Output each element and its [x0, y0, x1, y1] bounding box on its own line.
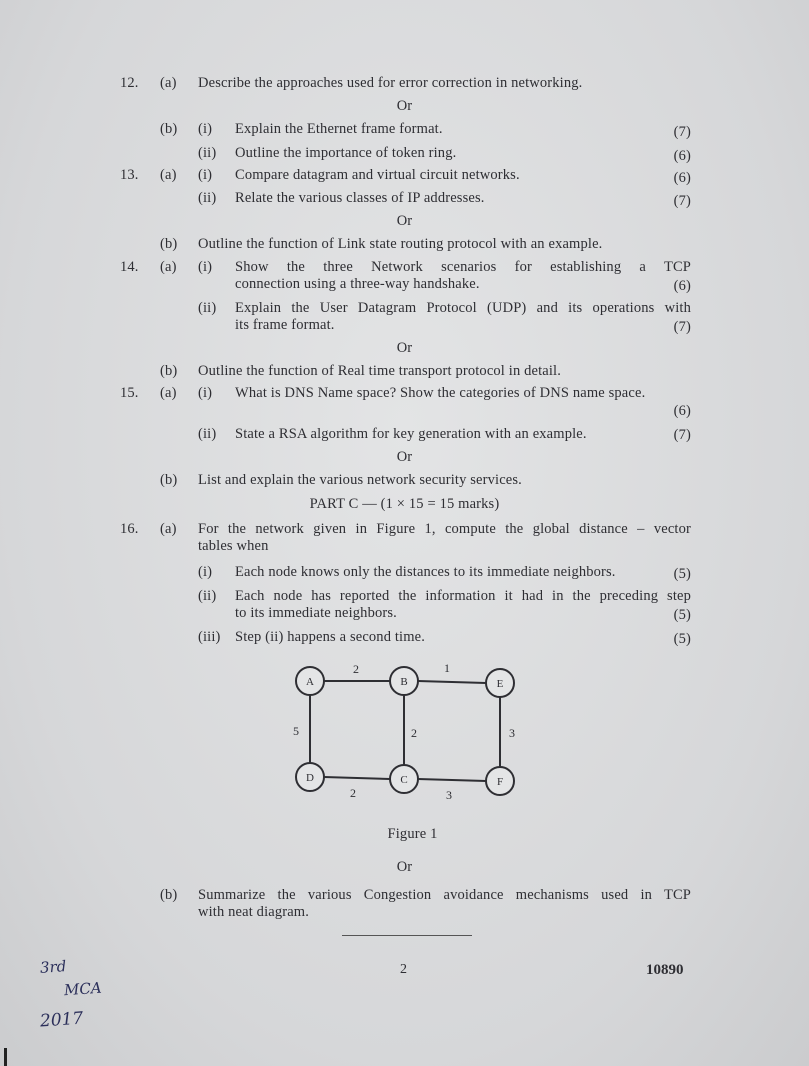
binding-mark	[4, 1048, 7, 1066]
q14-a-ii-label: (ii)	[198, 300, 217, 316]
q16-i-marks: (5)	[673, 566, 691, 582]
edge-ab-weight: 2	[353, 662, 359, 676]
q14-a-i-label: (i)	[198, 259, 213, 275]
handwriting-course: MCA	[63, 978, 103, 1000]
edge-cf	[418, 779, 486, 781]
q16-b-label: (b)	[160, 887, 178, 903]
edge-be	[418, 681, 486, 683]
q12-b-i-label: (i)	[198, 121, 213, 137]
q16-i-label: (i)	[198, 564, 213, 580]
part-c-heading: PART C — (1 × 15 = 15 marks)	[309, 496, 500, 512]
q12-b-ii-text: Outline the importance of token ring.	[235, 145, 457, 161]
q13-a-i-marks: (6)	[673, 170, 691, 186]
question-number-13: 13.	[120, 167, 139, 183]
q16-a-line2: tables when	[198, 538, 269, 554]
edge-cf-weight: 3	[446, 788, 452, 802]
q16-a-line1: For the network given in Figure 1, compute the global distance – vector	[198, 521, 691, 537]
node-c-label: C	[400, 774, 408, 786]
q16-iii-label: (iii)	[198, 629, 221, 645]
q14-b-text: Outline the function of Real time transport protocol in detail.	[198, 363, 562, 379]
q15-a-i-marks: (6)	[673, 403, 691, 419]
edge-be-weight: 1	[444, 661, 450, 675]
q16-i-text: Each node knows only the distances to its immediate neighbors.	[235, 564, 616, 580]
question-number-16: 16.	[120, 521, 139, 537]
footer-rule	[342, 935, 472, 936]
question-number-12: 12.	[120, 75, 139, 91]
node-b-label: B	[400, 676, 408, 688]
q12-b-i-text: Explain the Ethernet frame format.	[235, 121, 443, 137]
node-a-label: A	[306, 676, 314, 688]
q16-ii-marks: (5)	[673, 607, 691, 623]
question-number-15: 15.	[120, 385, 139, 401]
edge-dc	[324, 777, 390, 779]
q15-b-text: List and explain the various network security services.	[198, 472, 522, 488]
q16-iii-marks: (5)	[673, 631, 691, 647]
node-e-label: E	[496, 678, 504, 690]
q15-a-i-text: What is DNS Name space? Show the categories of DNS name space.	[235, 385, 646, 401]
q14-a-i-marks: (6)	[673, 278, 691, 294]
q12-b-label: (b)	[160, 121, 178, 137]
figure-caption: Figure 1	[387, 826, 438, 842]
q12-b-ii-marks: (6)	[673, 148, 691, 164]
handwriting-year: 2017	[39, 1008, 84, 1032]
edge-ad-weight: 5	[293, 724, 299, 738]
q16-b-line1: Summarize the various Congestion avoidance mechanisms used in TCP	[198, 887, 691, 903]
q14-a-ii-line2: its frame format.	[235, 317, 335, 333]
handwriting-semester: 3rd	[39, 957, 67, 977]
q14-a-ii-marks: (7)	[673, 319, 691, 335]
q13-a-ii-marks: (7)	[673, 193, 691, 209]
q14-or: Or	[396, 340, 413, 356]
node-d-label: D	[306, 772, 314, 784]
q15-a-i-label: (i)	[198, 385, 213, 401]
node-f-label: F	[496, 776, 504, 788]
q14-a-i-line1: Show the three Network scenarios for establishing a TCP	[235, 259, 691, 275]
paper-code: 10890	[646, 962, 684, 978]
edge-ef-weight: 3	[509, 726, 515, 740]
q16-b-line2: with neat diagram.	[198, 904, 310, 920]
q13-b-label: (b)	[160, 236, 178, 252]
q16-a-label: (a)	[160, 521, 177, 537]
q14-a-ii-line1: Explain the User Datagram Protocol (UDP) and its operations with	[235, 300, 691, 316]
question-number-14: 14.	[120, 259, 139, 275]
q14-a-label: (a)	[160, 259, 177, 275]
page-number: 2	[400, 962, 407, 977]
q12-a-label: (a)	[160, 75, 177, 91]
q15-a-ii-text: State a RSA algorithm for key generation with an example.	[235, 426, 587, 442]
q12-a-text: Describe the approaches used for error correction in networking.	[198, 75, 583, 91]
q13-a-i-text: Compare datagram and virtual circuit networks.	[235, 167, 520, 183]
q16-or: Or	[396, 859, 413, 875]
edge-bc-weight: 2	[411, 726, 417, 740]
q12-or: Or	[396, 98, 413, 114]
q14-a-i-line2: connection using a three-way handshake.	[235, 276, 480, 292]
q15-or: Or	[396, 449, 413, 465]
q16-iii-text: Step (ii) happens a second time.	[235, 629, 426, 645]
q15-a-ii-marks: (7)	[673, 427, 691, 443]
network-figure	[280, 655, 540, 815]
q13-a-i-label: (i)	[198, 167, 213, 183]
q15-b-label: (b)	[160, 472, 178, 488]
q13-a-label: (a)	[160, 167, 177, 183]
q15-a-ii-label: (ii)	[198, 426, 217, 442]
q12-b-i-marks: (7)	[673, 124, 691, 140]
q16-ii-label: (ii)	[198, 588, 217, 604]
q13-or: Or	[396, 213, 413, 229]
edge-dc-weight: 2	[350, 786, 356, 800]
q15-a-label: (a)	[160, 385, 177, 401]
q12-b-ii-label: (ii)	[198, 145, 217, 161]
q13-a-ii-text: Relate the various classes of IP addresses.	[235, 190, 485, 206]
q16-ii-line1: Each node has reported the information it had in the preceding step	[235, 588, 691, 604]
q16-ii-line2: to its immediate neighbors.	[235, 605, 397, 621]
q13-b-text: Outline the function of Link state routing protocol with an example.	[198, 236, 603, 252]
q13-a-ii-label: (ii)	[198, 190, 217, 206]
q14-b-label: (b)	[160, 363, 178, 379]
